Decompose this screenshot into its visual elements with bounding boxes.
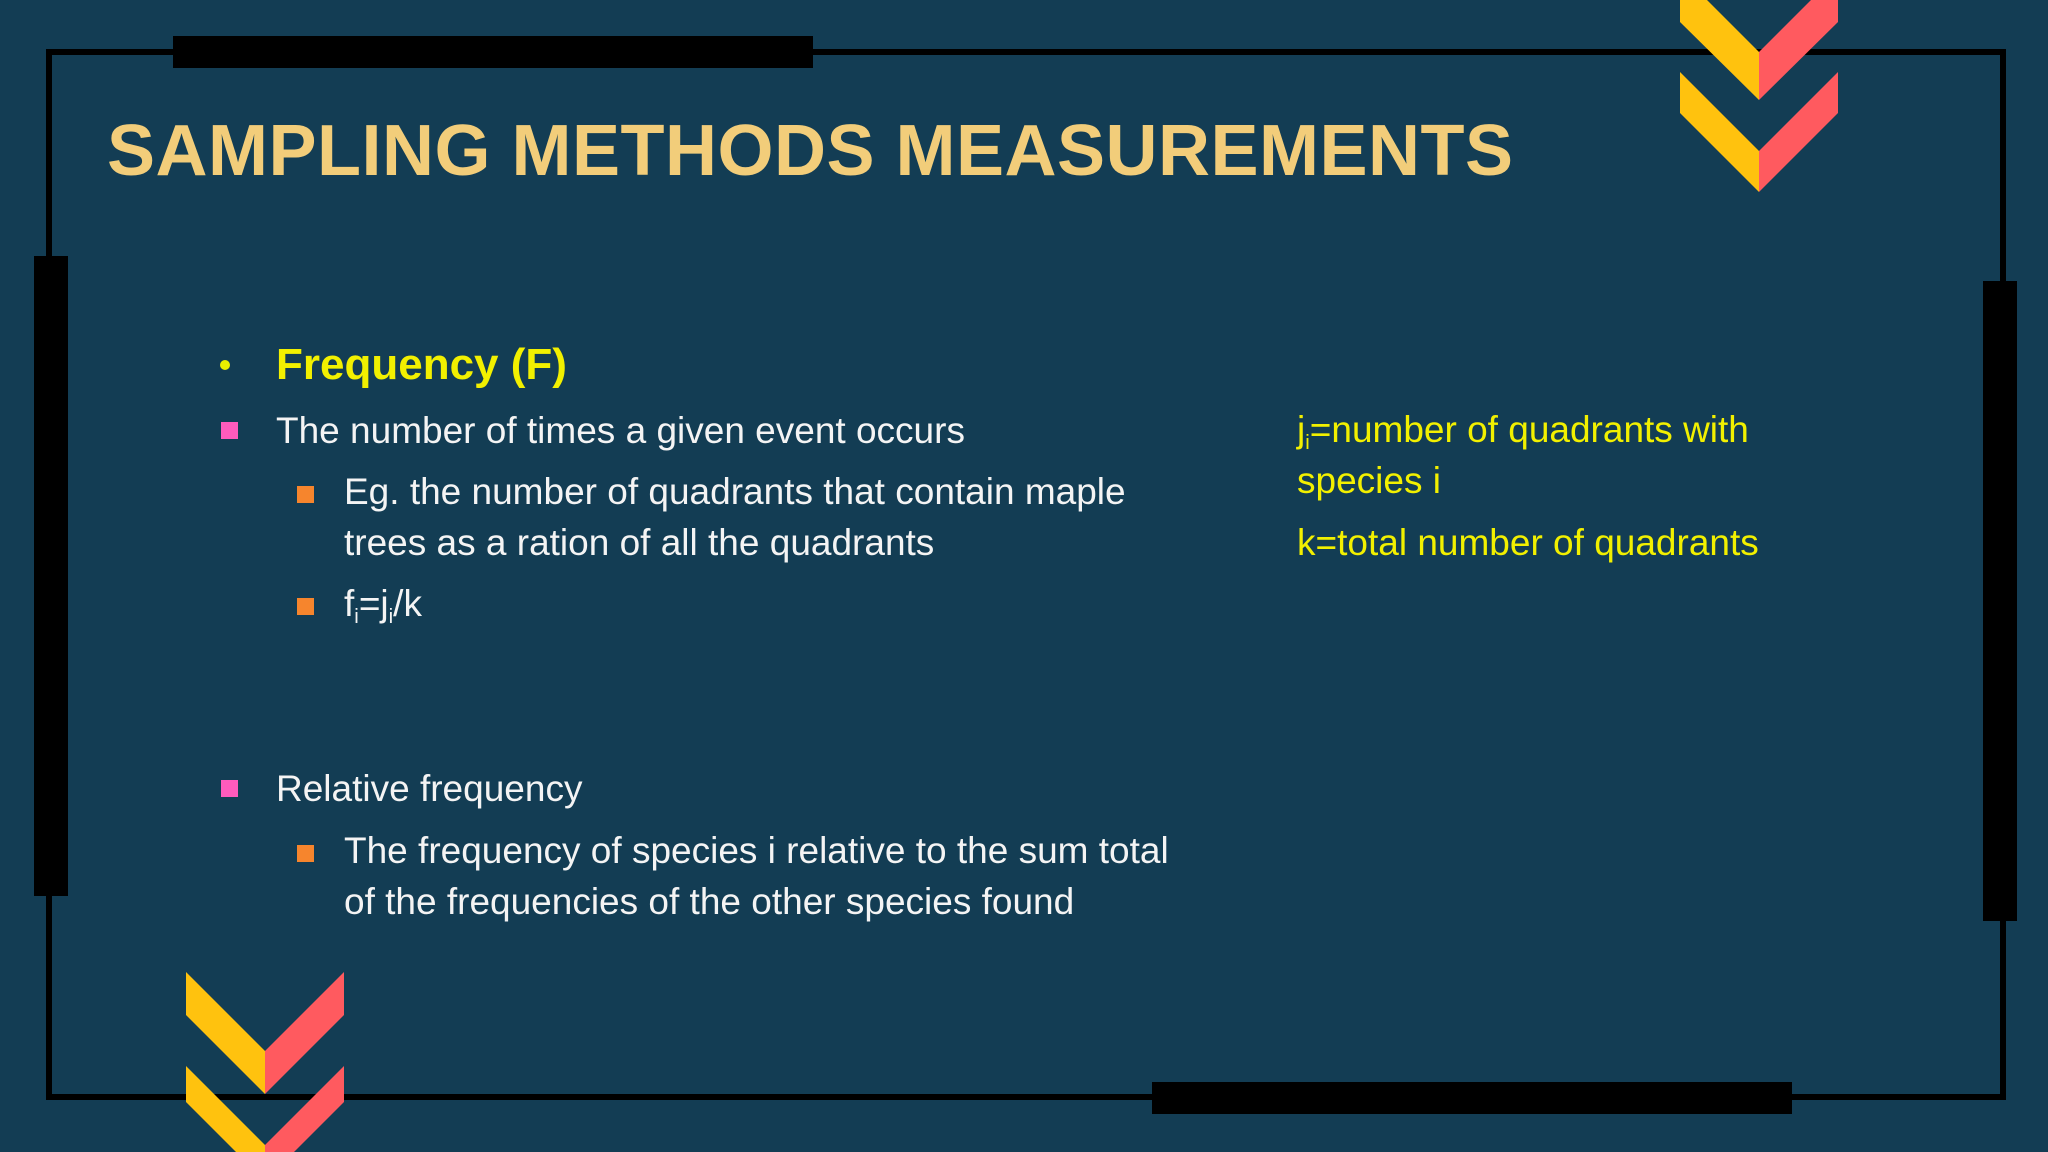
item-relative-frequency: Relative frequency bbox=[276, 768, 583, 809]
note-ji-definition-line-2: species i bbox=[1297, 460, 1441, 501]
item-number-of-times: The number of times a given event occurs bbox=[276, 410, 965, 451]
formula-f: f bbox=[344, 583, 355, 624]
formula-rest: /k bbox=[393, 583, 422, 624]
bullet-dot bbox=[220, 360, 230, 370]
bullet-square-orange bbox=[297, 598, 314, 615]
item-example-line-2: trees as a ration of all the quadrants bbox=[344, 522, 935, 563]
formula-sub-i-2: i bbox=[388, 606, 394, 629]
item-relative-desc-line-1: The frequency of species i relative to the sum total bbox=[344, 830, 1169, 871]
note-j: j bbox=[1297, 409, 1306, 450]
bullet-square-orange bbox=[297, 845, 314, 862]
formula-eq-j: =j bbox=[358, 583, 389, 624]
formula-fi bbox=[344, 578, 422, 643]
heading-frequency: Frequency (F) bbox=[276, 340, 567, 389]
formula-sub-i-1: i bbox=[354, 606, 359, 629]
bullet-square-orange bbox=[297, 486, 314, 503]
note-k-definition: k=total number of quadrants bbox=[1297, 522, 1759, 563]
item-example-line-1: Eg. the number of quadrants that contain maple bbox=[344, 471, 1126, 512]
bullet-square-pink bbox=[221, 422, 238, 439]
note-sub-i: i bbox=[1305, 432, 1310, 455]
slide-title: SAMPLING METHODS MEASUREMENTS bbox=[107, 111, 1514, 191]
note-ji-text: =number of quadrants with bbox=[1309, 409, 1749, 450]
item-relative-desc-line-2: of the frequencies of the other species found bbox=[344, 881, 1075, 922]
bullet-square-pink bbox=[221, 780, 238, 797]
